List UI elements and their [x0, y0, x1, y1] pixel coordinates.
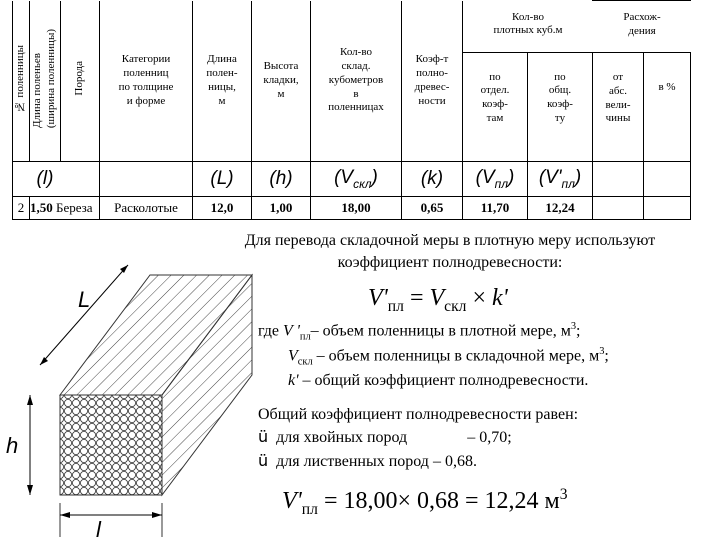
check-icon: ü	[258, 427, 269, 447]
woodpile-diagram	[0, 255, 255, 540]
arrow-icon	[152, 512, 162, 518]
cell-height: 1,00	[252, 197, 311, 220]
main-formula: $V'_{пл} = V_{скл} \times k'$	[368, 285, 508, 315]
arrow-icon	[120, 265, 128, 273]
header-num: № поленницы	[13, 1, 30, 162]
arrow-icon	[40, 357, 48, 365]
calculation: $V'_{пл} = 18,00\times 0,68 = 12,24$ $м^3$	[282, 486, 568, 518]
cell-coefficient: 0,65	[402, 197, 463, 220]
definition-k: k' – общий коэффициент полнодревесности.	[288, 372, 589, 390]
arrow-icon	[27, 395, 33, 405]
symbol-k: (k)	[402, 162, 463, 197]
data-table-container	[12, 0, 691, 220]
header-length: Длина полен- ницы, м	[193, 1, 252, 162]
header-coefficient: Коэф-т полно- древес- ности	[402, 1, 463, 162]
cell-category: Расколотые	[100, 197, 193, 220]
symbol-v-pl-prime: $(V'_{пл})$	[528, 162, 593, 197]
pile-front-face	[60, 395, 162, 495]
label-L: L	[78, 287, 91, 312]
header-diff-abs: Расхож- дения от абс. вели- чины	[593, 1, 644, 162]
header-dense-group: Кол-во плотных куб.м	[463, 1, 593, 53]
list-item: ü для хвойных пород – 0,70;	[258, 427, 512, 447]
list-item: ü для лиственных пород – 0,68.	[258, 450, 477, 470]
cell-num: 2	[13, 197, 30, 220]
header-dense-by-coef: Кол-во плотных куб.м по отдел. коэф- там	[463, 1, 528, 162]
cell-dense-total: 12,24	[528, 197, 593, 220]
general-coefficient: Общий коэффициент полнодревесности равен: ü для хвойных пород – 0,70; ü для лиственных пород – 0,68.	[258, 404, 718, 473]
symbol-v-skl: $(V_{скл})$	[311, 162, 402, 197]
arrow-icon	[60, 512, 70, 518]
cell-length: 12,0	[193, 197, 252, 220]
cell-diff-pct	[644, 197, 691, 220]
cell-diff-abs	[593, 197, 644, 220]
cell-dense-by-coef: 11,70	[463, 197, 528, 220]
symbol-h: (h)	[252, 162, 311, 197]
table-row	[13, 197, 691, 220]
arrow-icon	[27, 485, 33, 495]
label-l: l	[96, 517, 101, 540]
woodpile-table	[12, 0, 691, 220]
definitions	[258, 320, 718, 393]
definition-v-pl: где V '$_{пл}-$ объем поленницы в плотной мере, $м^3$;	[258, 321, 581, 343]
label-h: h	[6, 433, 19, 458]
header-diff-pct: в %	[644, 1, 691, 162]
definition-v-skl: $V_{скл}$ – объем поленницы в складочной мере, $м^3$;	[288, 346, 609, 368]
header-dense-total: по общ. коэф- ту	[528, 1, 593, 162]
header-height: Высота кладки, м	[252, 1, 311, 162]
cell-length-species: 1,50 Береза	[30, 197, 100, 220]
header-diff-group: Расхож- дения	[593, 1, 691, 53]
header-species: Порода	[61, 1, 100, 162]
symbol-l: (l)	[30, 162, 61, 197]
header-log-length: Длина поленьев (ширина поленницы)	[30, 1, 61, 162]
header-stacked-volume: Кол-во склад. кубометров в поленницах	[311, 1, 402, 162]
intro-text: Для перевода складочной меры в плотную меру используют коэффициент полнодревесности:	[244, 232, 656, 272]
header-category: Категории поленниц по толщине и форме	[100, 1, 193, 162]
cell-stacked-volume: 18,00	[311, 197, 402, 220]
symbol-v-pl: $(V_{пл})$	[463, 162, 528, 197]
check-icon: ü	[258, 450, 269, 470]
symbol-L: (L)	[193, 162, 252, 197]
